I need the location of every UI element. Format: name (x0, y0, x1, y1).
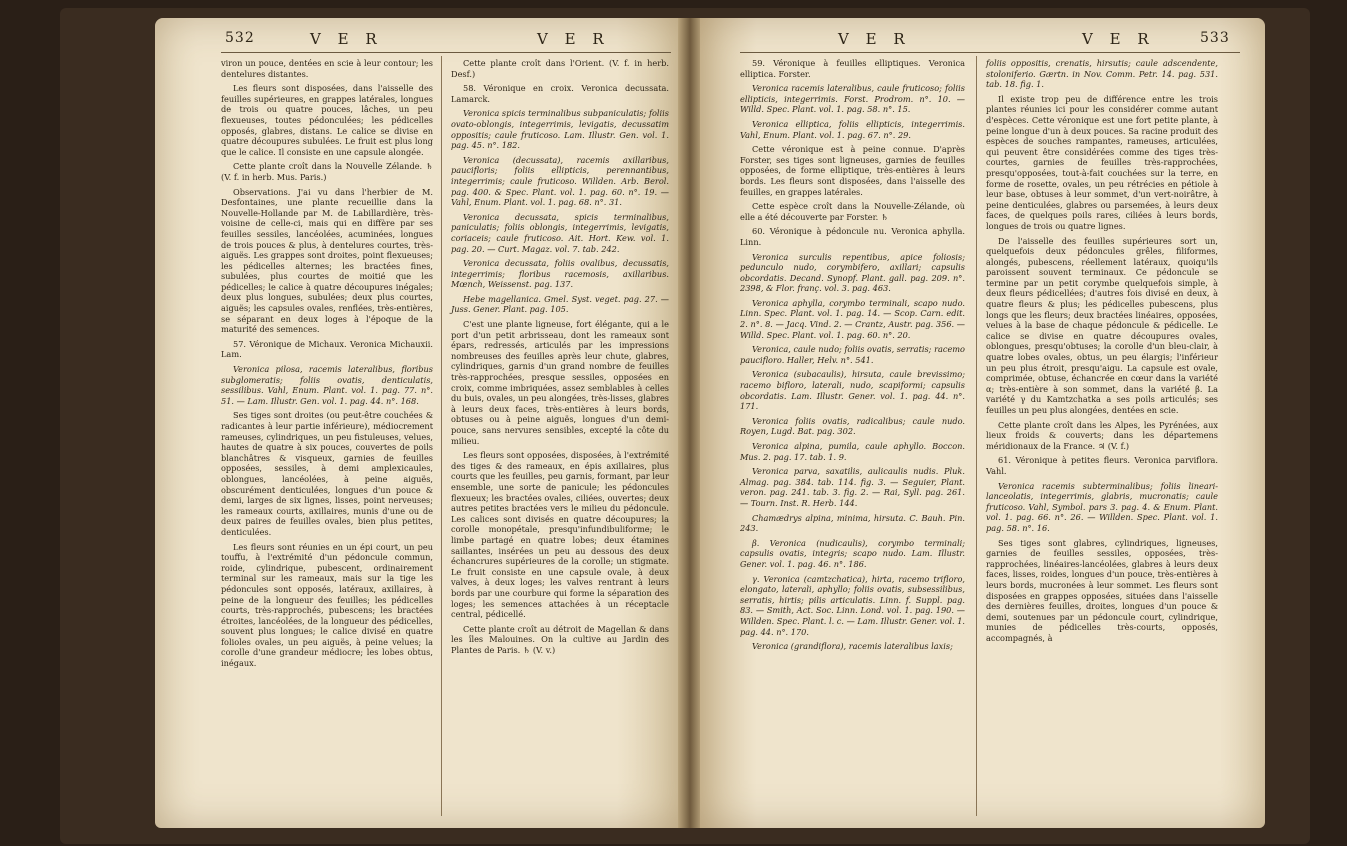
synonym-citation: Veronica racemis subterminalibus; foliis lineari-lanceolatis, integerrimis, glabris, mucronatis; caule fruticoso. Vahl, Symbol. pars 3. pag. 4. & Enum. Plant. vol. 1. pag. 66. n°. 26. — Willden. Spec. Plant. vol. 1. pag. 58. n°. 16. (986, 480, 1218, 533)
paragraph: C'est une plante ligneuse, fort élégante, qui a le port d'un petit arbrisseau, dont les rameaux sont épars, redressés, articulés par les impressions nombreuses des feuilles après leur chute, glabres, cylindriques, garnis d'un grand nombre de feuilles très-rapprochées, presque sessiles, opposées en croix, comme imbriquées, assez semblables à celles du buis, ovales, un peu alongées, très-lisses, glabres à leurs deux faces, très-entières à leurs bords, obtuses ou à peine aiguës, longues d'un demi-pouce, sans nervures sensibles, excepté la côte du milieu. (451, 319, 669, 446)
entry-heading: 59. Véronique à feuilles elliptiques. Veronica elliptica. Forster. (740, 58, 965, 79)
synonym-citation: Veronica pilosa, racemis lateralibus, floribus subglomeratis; foliis ovatis, denticulatis, sessilibus. Vahl, Enum. Plant. vol. 1. pag. 77. n°. 51. — Lam. Illustr. Gen. vol. 1. pag. 44. n°. 168. (221, 364, 433, 406)
paragraph: Les fleurs sont opposées, disposées, à l'extrémité des tiges & des rameaux, en épis axillaires, plus courts que les feuilles, peu garnis, formant, par leur ensemble, une sorte de panicule; les pédoncules flexueux; les bractées ovales, ciliées, ouvertes; deux autres petites bractées vers le milieu du pédoncule. Les calices sont divisés en quatre découpures; la corolle monopétale, presqu'infundibuliforme; le limbe partagé en quatre lobes; deux étamines saillantes, insérées un peu au dessous des deux échancrures supérieures de la corolle; un stigmate. Le fruit consiste en une capsule ovale, à deux valves, à deux loges; les valves rentrant à leurs bords par une courbure qui forme la séparation des loges; les semences attachées à un réceptacle central, pédicellé. (451, 450, 669, 620)
synonym-citation: Veronica surculis repentibus, apice foliosis; pedunculo nudo, corymbifero, axillari; capsulis obcordatis. Decand. Synopf. Plant. gall. pag. 209. n°. 2398, & Flor. franç. vol. 3. pag. 463. (740, 251, 965, 294)
paragraph: Ses tiges sont droites (ou peut-être couchées & radicantes à leur partie inférieure), médiocrement rameuses, cylindriques, un peu fistuleuses, velues, hautes de quatre à six pouces, couvertes de poils blanchâtres & visqueux, garnies de feuilles opposées, sessiles, à demi amplexicaules, oblongues, lancéolées, à peine aiguës, obscurément denticulées, longues d'un pouce & demi, larges de six lignes, lisses, point nerveuses; les rameaux courts, axillaires, munis d'une ou de deux paires de feuilles ovales, bien plus petites, denticulées. (221, 410, 433, 537)
page-number: 532 (225, 30, 255, 46)
paragraph: Cette véronique est à peine connue. D'après Forster, ses tiges sont ligneuses, garnies de feuilles opposées, de forme elliptique, très-entières à leurs bords. Les fleurs sont disposées, dans l'aisselle des feuilles, en grappes latérales. (740, 144, 965, 197)
synonym-citation: β. Veronica (nudicaulis), corymbo terminali; capsulis ovatis, integris; scapo nudo. Lam. Illustr. Gener. vol. 1. pag. 46. n°. 186. (740, 537, 965, 569)
synonym-citation: Veronica elliptica, foliis ellipticis, integerrimis. Vahl, Enum. Plant. vol. 1. pag. 67. n°. 29. (740, 118, 965, 140)
running-head: V E R (838, 30, 911, 48)
synonym-citation: Hebe magellanica. Gmel. Syst. veget. pag. 27. — Juss. Gener. Plant. pag. 105. (451, 293, 669, 315)
left-column-1 (221, 58, 433, 673)
synonym-citation: Veronica decussata, spicis terminalibus, paniculatis; foliis oblongis, integerrimis, levigatis, coriaceis; caule fruticoso. Ait. Hort. Kew. vol. 1. pag. 20. — Curt. Magaz. vol. 7. tab. 242. (451, 211, 669, 254)
left-page (155, 18, 680, 828)
left-column-2 (451, 58, 669, 659)
synonym-citation: Veronica, caule nudo; foliis ovatis, serratis; racemo paucifloro. Haller, Helv. n°. 541. (740, 344, 965, 365)
synonym-citation: Veronica alpina, pumila, caule aphyllo. Boccon. Mus. 2. pag. 17. tab. 1. 9. (740, 441, 965, 462)
paragraph: Les fleurs sont réunies en un épi court, un peu touffu, à l'extrémité d'un pédoncule commun, roide, cylindrique, pubescent, ordinairement terminal sur les rameaux, mais sur la tige les pédoncules sont opposés, latéraux, axillaires, à peine de la longueur des feuilles; les pédicelles courts, très-rapprochés, pubescens; les bractées étroites, lancéolées, de la longueur des pédicelles, souvent plus longues; le calice divisé en quatre folioles ovales, un peu aiguës, à peine velues; la corolle d'une grandeur médiocre; les lobes obtus, inégaux. (221, 541, 433, 669)
synonym-citation: Veronica (subacaulis), hirsuta, caule brevissimo; racemo bifloro, laterali, nudo, scapiformi; capsulis obcordatis. Lam. Illustr. Gener. vol. 1. pag. 44. n°. 171. (740, 369, 965, 412)
paragraph: Cette plante croît dans l'Orient. (V. f. in herb. Desf.) (451, 58, 669, 79)
paragraph: Il existe trop peu de différence entre les trois plantes réunies ici pour les considérer comme autant d'espèces. Cette véronique est une fort petite plante, à peine longue d'un à deux pouces. Sa racine produit des espèces de souches rampantes, rameuses, articulées, qui peuvent être considérées comme des tiges très-courtes, garnies de feuilles très-rapprochées, presqu'opposées, tout-à-fait couchées sur la terre, en forme de rosette, ovales, un peu rétrécies en pétiole à leur base, obtuses à leur sommet, d'un vert-noirâtre, à peine denticulées, glabres ou parsemées, à leurs deux faces, de quelques poils rares, ciliées à leurs bords, longues de trois ou quatre lignes. (986, 93, 1218, 231)
right-column-2 (986, 58, 1218, 647)
header-rule (221, 52, 671, 53)
running-head: V E R (537, 30, 610, 48)
paragraph: viron un pouce, dentées en scie à leur contour; les dentelures distantes. (221, 58, 433, 79)
paragraph: Cette plante croît au détroit de Magellan & dans les îles Malouines. On la cultive au Jardin des Plantes de Paris. ♄ (V. v.) (451, 623, 669, 655)
entry-heading: 58. Véronique en croix. Veronica decussata. Lamarck. (451, 83, 669, 104)
synonym-citation: Veronica foliis ovatis, radicalibus; caule nudo. Royen, Lugd. Bat. pag. 302. (740, 415, 965, 437)
paragraph: Cette espèce croît dans la Nouvelle-Zélande, où elle a été découverte par Forster. ♄ (740, 201, 965, 222)
synonym-citation: Veronica (grandiflora), racemis lateralibus laxis; (752, 641, 953, 652)
book-gutter (678, 18, 702, 828)
right-column-1 (740, 58, 965, 656)
synonym-citation: Veronica racemis lateralibus, caule fruticoso; foliis ellipticis, integerrimis. Forst. Prodrom. n°. 10. — Willd. Spec. Plant. vol. 1. pag. 58. n°. 15. (740, 83, 965, 115)
right-page (700, 18, 1265, 828)
synonym-citation: Veronica decussata, foliis ovalibus, decussatis, integerrimis; floribus racemosis, axillaribus. Mœnch, Weissenst. pag. 137. (451, 258, 669, 290)
synonym-citation: Chamædrys alpina, minima, hirsuta. C. Bauh. Pin. 243. (740, 512, 965, 534)
running-head: V E R (1082, 30, 1155, 48)
synonym-citation: Veronica (decussata), racemis axillaribus, paucifloris; foliis ellipticis, perennantibus, integerrimis; caule fruticoso. Willden. Arb. Berol. pag. 400. & Spec. Plant. vol. 1. pag. 60. n°. 19. — Vahl, Enum. Plant. vol. 1. pag. 68. n°. 31. (451, 154, 669, 208)
paragraph: Observations. J'ai vu dans l'herbier de M. Desfontaines, une plante recueillie dans la Nouvelle-Hollande par M. de Labillardière, très-voisine de celle-ci, mais qui en diffère par ses feuilles sessiles, lancéolées, acuminées, longues de trois pouces & plus, à dentelures courtes, très-aiguës. Les grappes sont droites, point flexueuses; les pédicelles alternes; les bractées fines, subulées, plus courtes de moitié que les pédicelles; le calice à quatre découpures inégales; deux plus longues, subulées; deux plus courtes, aiguës; les capsules ovales, renflées, très-entières, se séparant en deux loges à l'époque de la maturité des semences. (221, 186, 433, 335)
paragraph: De l'aisselle des feuilles supérieures sort un, quelquefois deux pédoncules grêles, filiformes, alongés, pubescens, réellement latéraux, quoiqu'ils paroissent souvent terminaux. Ce pédoncule se termine par un petit corymbe quelquefois simple, à deux fleurs pédicellées; d'autres fois divisé en deux, à quatre fleurs & plus; les pédicelles pubescens, plus longs que les fleurs; deux bractées linéaires, opposées, velues à la base de chaque pédoncule & pédicelle. Le calice se divise en quatre découpures ovales, oblongues, presqu'obtuses; la corolle d'un bleu-clair, à quatre lobes ovales, obtus, un peu élargis; l'inférieur un peu plus étroit, presqu'aigu. La capsule est ovale, comprimée, obtuse, échancrée en cœur dans la variété α; très-entière à son sommet, dans la variété β. La variété γ du Kamtzchatka a ses poils articulés; ses feuilles un peu plus alongées, dentées en scie. (986, 235, 1218, 415)
page-number: 533 (1200, 30, 1230, 46)
entry-heading: 60. Véronique à pédoncule nu. Veronica aphylla. Linn. (740, 226, 965, 247)
paragraph: Cette plante croît dans la Nouvelle Zélande. ♄ (V. f. in herb. Mus. Paris.) (221, 161, 433, 182)
paragraph: Cette plante croît dans les Alpes, les Pyrénées, aux lieux froids & couverts; dans les départemens méridionaux de la France. ♃ (V. f.) (986, 419, 1218, 451)
synonym-citation: Veronica parva, saxatilis, aulicaulis nudis. Pluk. Almag. pag. 384. tab. 114. fig. 3. — Seguier, Plant. veron. pag. 241. tab. 3. fig. 2. — Rai, Syll. pag. 261. — Tourn. Inst. R. Herb. 144. (740, 466, 965, 508)
synonym-citation: Veronica spicis terminalibus subpaniculatis; foliis ovato-oblongis, integerrimis, levigatis, decussatim oppositis; caule fruticoso. Lam. Illustr. Gen. vol. 1. pag. 45. n°. 182. (451, 108, 669, 151)
paragraph: Les fleurs sont disposées, dans l'aisselle des feuilles supérieures, en grappes latérales, longues de trois ou quatre pouces, lâches, un peu flexueuses, toutes pédonculées; les pédicelles opposés, glabres, distans. Le calice se divise en quatre découpures subulées. Le fruit est plus long que le calice. Il consiste en une capsule alongée. (221, 83, 433, 157)
synonym-citation: γ. Veronica (camtzchatica), hirta, racemo trifloro, elongato, laterali, aphyllo; foliis ovatis, subsessilibus, serratis, hirtis; pilis articulatis. Linn. f. Suppl. pag. 83. — Smith, Act. Soc. Linn. Lond. vol. 1. pag. 190. — Willden. Spec. Plant. l. c. — Lam. Illustr. Gener. vol. 1. pag. 44. n°. 170. (740, 573, 966, 637)
header-rule (740, 52, 1240, 53)
entry-heading: 57. Véronique de Michaux. Veronica Michauxii. Lam. (221, 338, 433, 360)
synonym-citation: foliis oppositis, crenatis, hirsutis; caule adscendente, stoloniferio. Gærtn. in Nov. Comm. Petr. 14. pag. 531. tab. 18. fig. 1. (986, 58, 1218, 90)
running-head: V E R (310, 30, 383, 48)
synonym-citation: Veronica aphylla, corymbo terminali, scapo nudo. Linn. Spec. Plant. vol. 1. pag. 14. — Scop. Carn. edit. 2. n°. 8. — Jacq. Vind. 2. — Crantz, Austr. pag. 356. — Willd. Spec. Plant. vol. 1. pag. 60. n°. 20. (740, 297, 965, 340)
column-divider (976, 56, 977, 816)
paragraph: Ses tiges sont glabres, cylindriques, ligneuses, garnies de feuilles sessiles, opposées, très-rapprochées, linéaires-lancéolées, glabres à leurs deux faces, lisses, roides, longues d'un pouce, très-entières à leurs bords, mucronées à leur sommet. Les fleurs sont disposées en grappes opposées, situées dans l'aisselle des dernières feuilles, droites, longues d'un pouce & demi, soutenues par un pédoncule court, cylindrique, munies de pédicelles très-courts, opposés, accompagnés, à (986, 537, 1218, 643)
entry-heading: 61. Véronique à petites fleurs. Veronica parviflora. Vahl. (986, 455, 1218, 476)
column-divider (441, 56, 442, 816)
